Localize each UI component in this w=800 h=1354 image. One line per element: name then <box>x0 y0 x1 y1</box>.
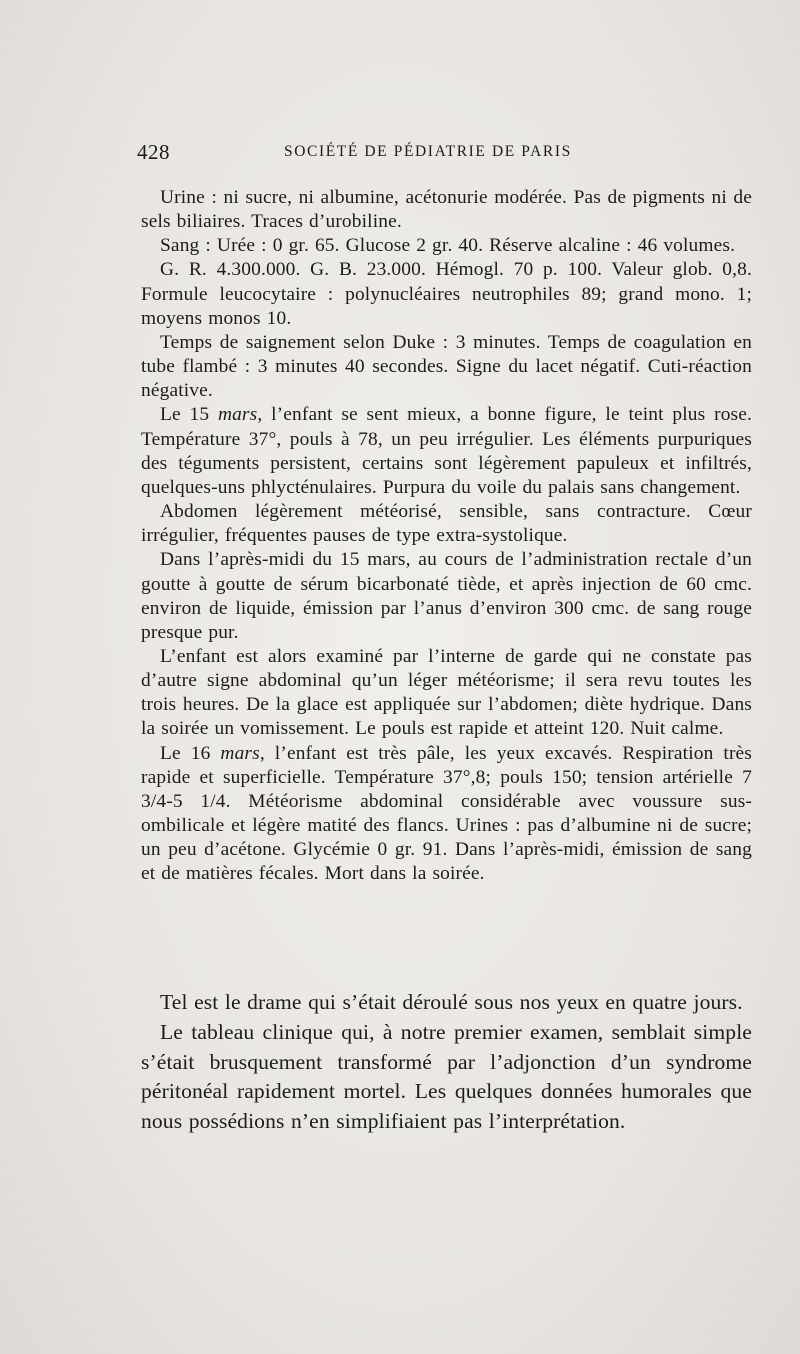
paragraph-march-15 <box>141 403 752 500</box>
date-month: mars <box>217 404 258 426</box>
running-title: SOCIÉTÉ DE PÉDIATRIE DE PARIS <box>284 143 572 160</box>
date-month: mars <box>220 742 260 764</box>
paragraph-drama: Tel est le drame qui s’était déroulé sous nos yeux en quatre jours. <box>160 990 743 1014</box>
paragraph-clinical-picture: Le tableau clinique qui, à notre premier examen, semblait simple s’était brusquement transformé par l’adjonction d’un syndrome péritonéal rapidement mortel. Les quelques données humorales que nous possédions n’en simplifiaient pas l’interprétation. <box>141 1019 752 1134</box>
running-head <box>137 140 752 166</box>
paragraph-afternoon-15: Dans l’après-midi du 15 mars, au cours de l’administration rectale d’un goutte à goutte de sérum bicarbonaté tiède, et après injection de 60 cmc. environ de liquide, émission par l’anus d’environ 300 cmc. de sang rouge presque pur. <box>141 549 752 643</box>
paragraph-text: , l’enfant est très pâle, les yeux excavés. Respiration très rapide et superficielle. Température 37°,8; pouls 150; tension artérielle 7 3/4-5 1/4. Météorisme abdominal considérable avec voussure sus-ombilicale et légère matité des flancs. Urines : pas d’albumine ni de sucre; un peu d’acétone. Glycémie 0 gr. 91. Dans l’après-midi, émission de sang et de matières fécales. Mort dans la soirée. <box>141 742 752 885</box>
date-lead: Le 15 <box>160 404 218 426</box>
paragraph-bleeding-time: Temps de saignement selon Duke : 3 minutes. Temps de coagulation en tube flambé : 3 minutes 40 secondes. Signe du lacet négatif. Cuti-réaction négative. <box>141 331 752 402</box>
paragraph-text: , l’enfant se sent mieux, a bonne figure, le teint plus rose. Température 37°, pouls à 78, un peu irrégulier. Les éléments purpuriques des téguments persistent, certains sont légèrement papuleux et infiltrés, quelques-uns phlycténulaires. Purpura du voile du palais sans changement. <box>141 404 752 498</box>
date-lead: Le 16 <box>160 742 221 764</box>
clinical-observations <box>141 186 752 887</box>
paragraph-blood-count: G. R. 4.300.000. G. B. 23.000. Hémogl. 70 p. 100. Valeur glob. 0,8. Formule leucocytaire : polynucléaires neutrophiles 89; grand mono. 1; moyens monos 10. <box>141 259 752 329</box>
paragraph-urine: Urine : ni sucre, ni albumine, acétonurie modérée. Pas de pigments ni de sels biliaires. Traces d’urobiline. <box>141 187 752 233</box>
paragraph-blood: Sang : Urée : 0 gr. 65. Glucose 2 gr. 40. Réserve alcaline : 46 volumes. <box>160 235 736 257</box>
paragraph-abdomen: Abdomen légèrement météorisé, sensible, sans contracture. Cœur irrégulier, fréquentes pauses de type extra-systolique. <box>141 501 752 547</box>
paragraph-march-16 <box>141 742 752 887</box>
discussion <box>141 988 752 1137</box>
page-number: 428 <box>137 140 170 164</box>
paragraph-intern-exam: L’enfant est alors examiné par l’interne de garde qui ne constate pas d’autre signe abdominal qu’un léger météorisme; il sera revu toutes les trois heures. De la glace est appliquée sur l’abdomen; diète hydrique. Dans la soirée un vomissement. Le pouls est rapide et atteint 120. Nuit calme. <box>141 645 752 740</box>
